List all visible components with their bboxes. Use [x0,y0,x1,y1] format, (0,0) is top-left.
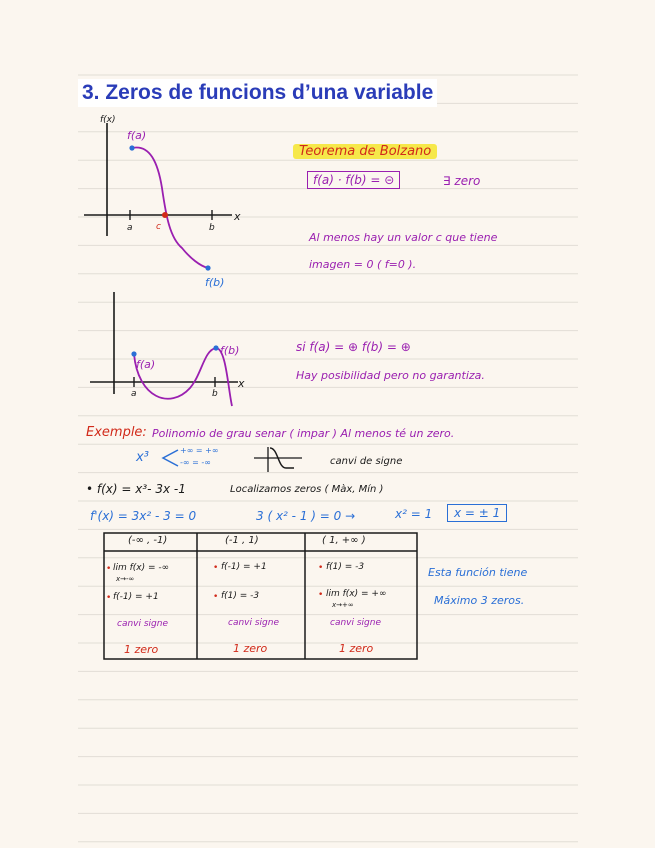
label-a: a [127,223,133,233]
table-header: (-1 , 1) [225,535,259,546]
label-b: b [209,223,215,233]
bullet-icon: • [106,593,112,603]
label-a-2: a [131,389,137,399]
note-possibility: Hay posibilidad pero no garantiza. [296,369,485,382]
exists-zero: ∃ zero [443,174,481,188]
x-squared: x² = 1 [395,507,433,521]
table-zero: 1 zero [233,642,268,655]
graph-bolzano [70,108,260,298]
bolzano-formula: f(a) · f(b) = ⊝ [307,171,400,189]
sign-change-sketch-icon [250,444,308,474]
graph-no-guarantee [80,288,260,418]
bullet-icon: • [318,563,324,573]
point-c [162,212,168,218]
bolzano-line2: imagen = 0 ( f=0 ). [309,258,417,271]
curve [132,147,208,268]
example-label: Exemple: [86,425,147,440]
derivative: f'(x) = 3x² - 3 = 0 [90,509,197,523]
bolzano-line1: Al menos hay un valor c que tiene [309,231,498,244]
label-x: x [234,210,241,223]
label-fa-2: f(a) [136,358,156,371]
solve-step: 3 ( x² - 1 ) = 0 → [256,509,356,523]
table-cell: f(1) = -3 [326,562,365,572]
table-cell-sub: x→+∞ [332,601,354,609]
table-cell: f(-1) = +1 [113,592,159,602]
conclusion-line2: Máximo 3 zeros. [434,594,525,607]
example-text: Polinomio de grau senar ( impar ) Al menos té un zero. [152,427,455,440]
table-cell: lim f(x) = +∞ [326,589,387,599]
table-canvi: canvi signe [228,618,279,628]
limit-bottom: -∞ = -∞ [180,458,211,467]
point-fa-2 [131,351,136,356]
bullet-icon: • [106,564,112,574]
canvi-signe-note: canvi de signe [330,456,403,467]
table-cell: f(1) = -3 [221,591,260,601]
label-fb-2: f(b) [220,344,240,357]
label-c: c [156,222,161,232]
table-zero: 1 zero [124,643,159,656]
table-header: ( 1, +∞ ) [322,535,366,546]
label-b-2: b [212,389,218,399]
point-fb-2 [213,345,218,350]
limit-top: +∞ = +∞ [180,446,219,455]
table-canvi: canvi signe [117,619,168,629]
table-cell: lim f(x) = -∞ [113,563,170,573]
label-fa: f(a) [127,129,147,142]
table-cell-sub: x→-∞ [116,575,135,583]
label-fb: f(b) [205,276,225,289]
table-header: (-∞ , -1) [128,535,168,546]
table-canvi: canvi signe [330,618,381,628]
conclusion-line1: Esta función tiene [428,566,528,579]
bullet-icon: • [318,590,324,600]
note-signs: si f(a) = ⊕ f(b) = ⊕ [296,340,411,354]
point-fb [205,265,210,270]
localize-note: Localizamos zeros ( Màx, Mín ) [230,484,384,495]
table-zero: 1 zero [339,642,374,655]
page-title: 3. Zeros de funcions d’una variable [78,79,437,107]
y-label: f(x) [100,115,116,125]
bolzano-title: Teorema de Bolzano [293,144,437,159]
critical-points: x = ± 1 [447,504,507,522]
table-cell: f(-1) = +1 [221,562,267,572]
label-x-2: x [238,377,245,390]
function-def: • f(x) = x³- 3x -1 [86,482,186,496]
point-fa [129,145,134,150]
bullet-icon: • [213,592,219,602]
bullet-icon: • [213,563,219,573]
x-cubed: x³ [136,450,149,465]
limit-branch-icon [160,447,180,469]
